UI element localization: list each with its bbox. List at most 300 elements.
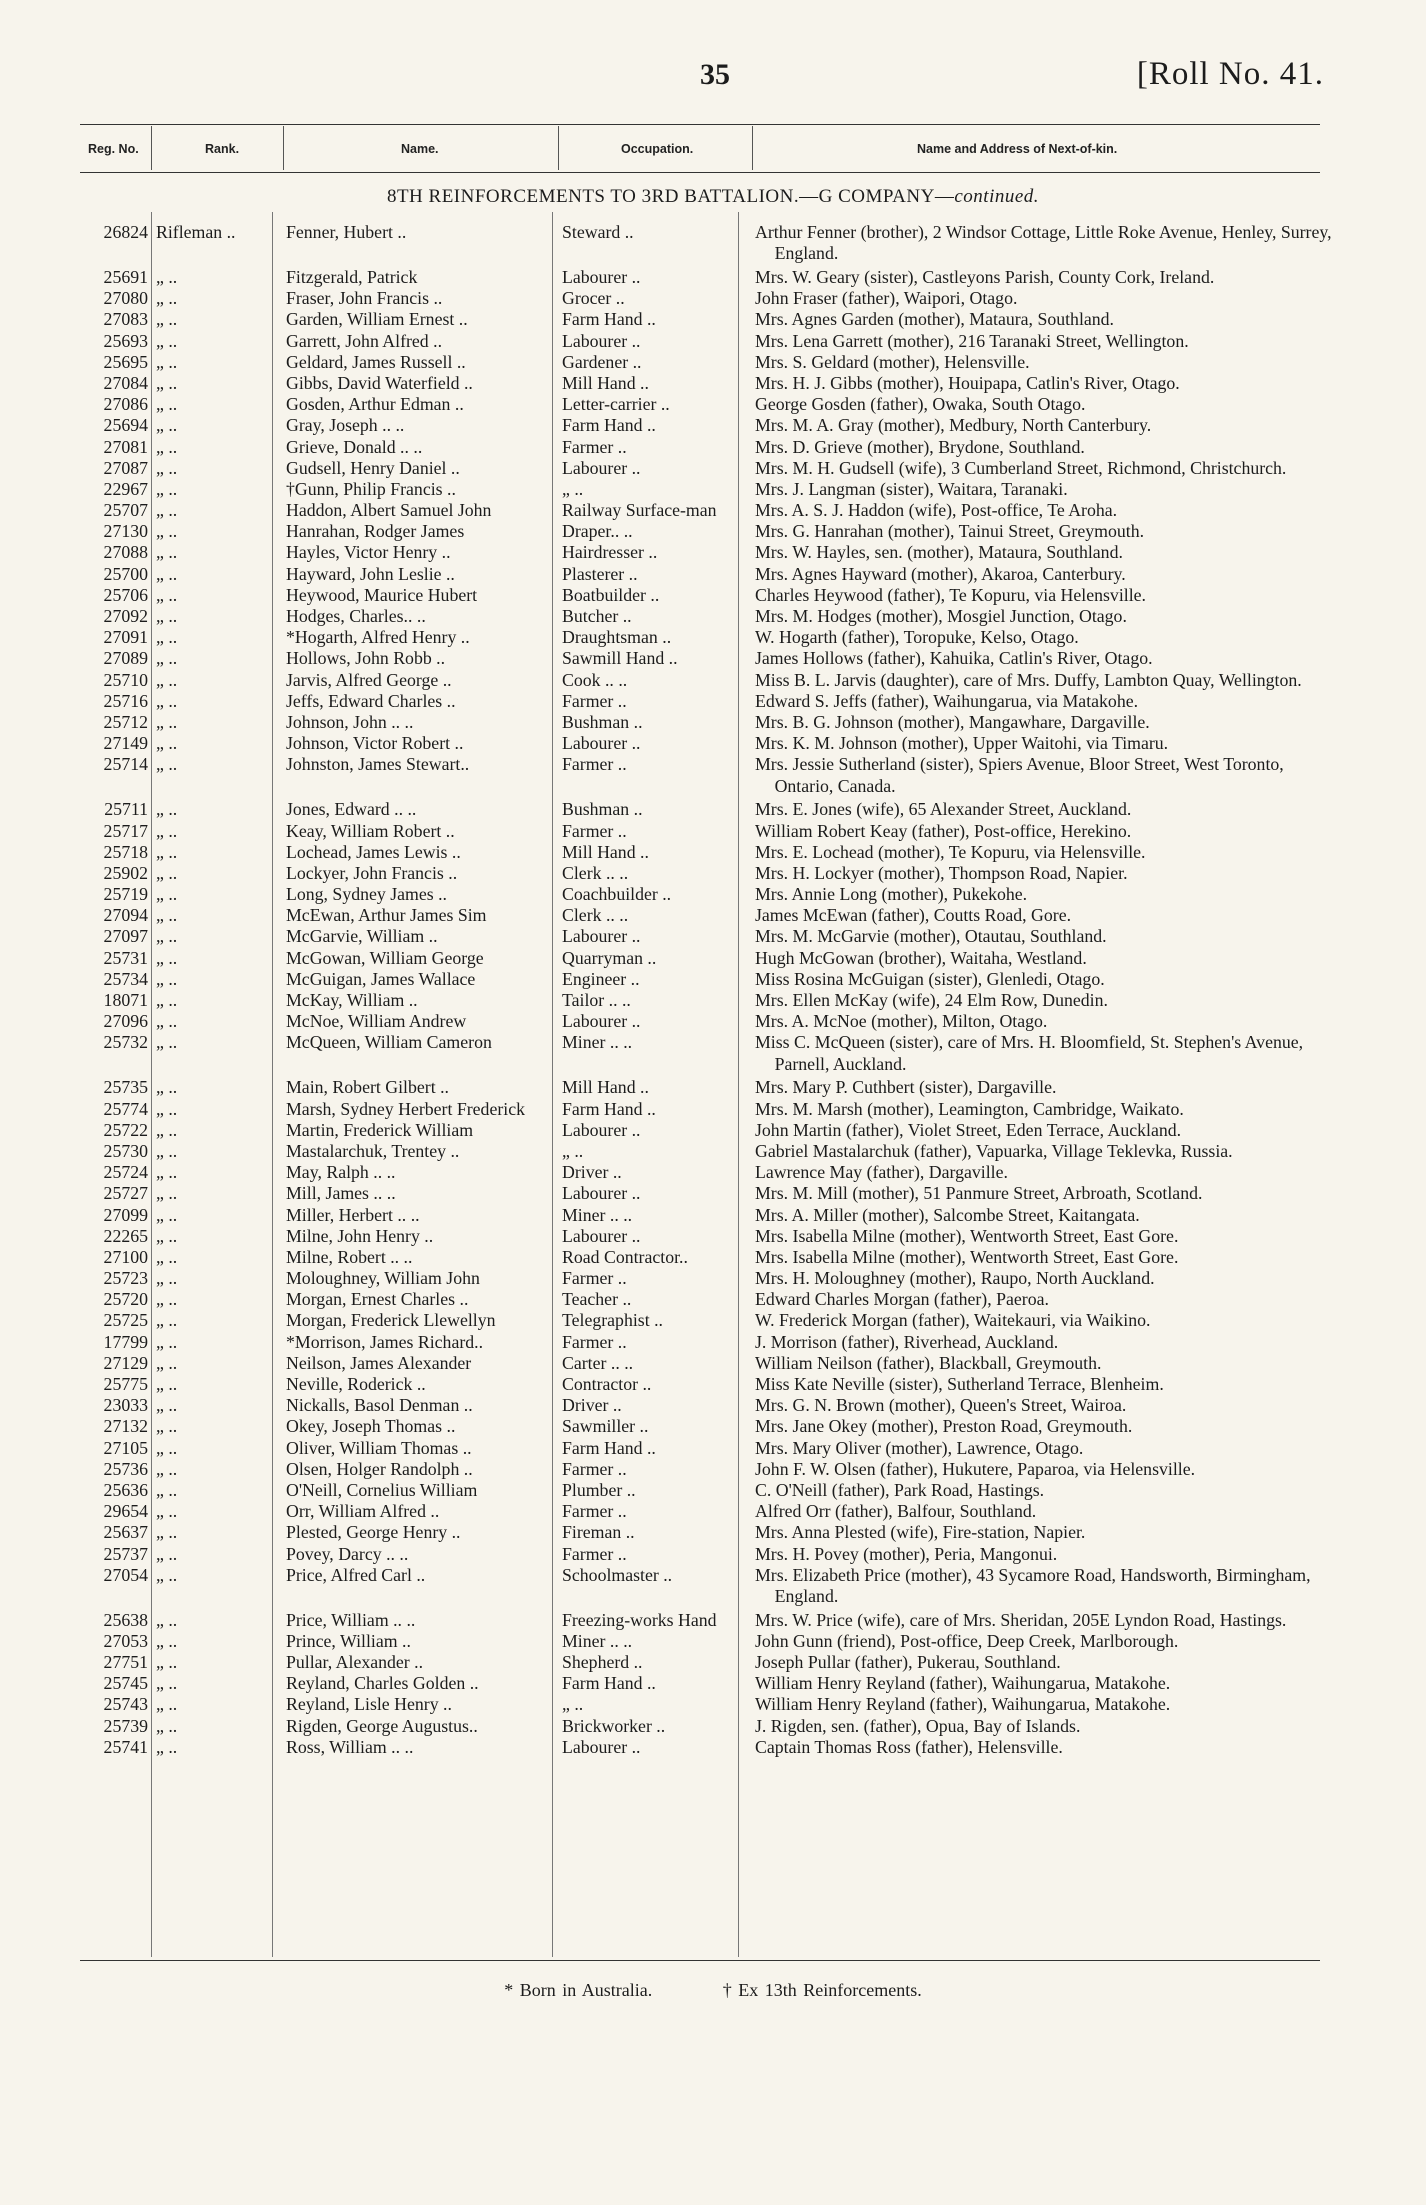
table-row: [0, 1480, 1426, 1501]
next-of-kin-cell: Mrs. Ellen McKay (wife), 24 Elm Row, Dunedin.: [755, 990, 1108, 1010]
next-of-kin-cell: Mrs. Jessie Sutherland (sister), Spiers Avenue, Bloor Street, West Toronto, Ontario, Canada.: [755, 754, 1284, 796]
occupation-cell: Farmer ..: [562, 754, 627, 775]
rank-cell: „ ..: [156, 330, 178, 351]
table-row: [0, 1289, 1426, 1310]
rank-cell: „ ..: [156, 1077, 178, 1098]
table-row: [0, 1268, 1426, 1289]
occupation-cell: Labourer ..: [562, 1183, 641, 1204]
rank-cell: „ ..: [156, 1458, 178, 1479]
header-divider: [752, 126, 753, 170]
name-cell: Ross, William .. ..: [286, 1736, 414, 1757]
occupation-cell: Labourer ..: [562, 733, 641, 754]
name-cell: Morgan, Ernest Charles ..: [286, 1289, 469, 1310]
occupation-cell: Labourer ..: [562, 267, 641, 287]
name-cell: Moloughney, William John: [286, 1268, 480, 1289]
occupation-cell: Labourer ..: [562, 1736, 641, 1757]
name-cell: Fitzgerald, Patrick: [286, 267, 418, 287]
table-row: [0, 1247, 1426, 1268]
table-row: [0, 1459, 1426, 1480]
name-cell: Garrett, John Alfred ..: [286, 330, 443, 351]
reg-no-cell: 22265: [103, 1225, 148, 1246]
next-of-kin-cell: Mrs. H. J. Gibbs (mother), Houipapa, Catlin's River, Otago.: [755, 372, 1180, 393]
occupation-cell: Carter .. ..: [562, 1352, 634, 1373]
table-row: [0, 1120, 1426, 1141]
name-cell: Gosden, Arthur Edman ..: [286, 394, 464, 415]
page-number: 35: [700, 58, 730, 91]
occupation-cell: „ ..: [562, 478, 584, 499]
reg-no-cell: 27083: [103, 309, 148, 330]
occupation-cell: Cook .. ..: [562, 669, 628, 690]
rank-cell: „ ..: [156, 947, 178, 968]
next-of-kin-cell: Miss Rosina McGuigan (sister), Glenledi, Otago.: [755, 968, 1105, 989]
reg-no-cell: 25637: [103, 1522, 148, 1543]
occupation-cell: Letter-carrier ..: [562, 394, 670, 415]
name-cell: Mastalarchuk, Trentey ..: [286, 1140, 460, 1161]
reg-no-cell: 29654: [103, 1501, 148, 1522]
table-row: [0, 1205, 1426, 1226]
occupation-cell: Sawmill Hand ..: [562, 648, 678, 669]
next-of-kin-cell: Mrs. Elizabeth Price (mother), 43 Sycamore Road, Handsworth, Birmingham, England.: [755, 1564, 1311, 1606]
table-row: [0, 1032, 1426, 1074]
table-row: [0, 670, 1426, 691]
next-of-kin-cell: Mrs. W. Price (wife), care of Mrs. Sheridan, 205E Lyndon Road, Hastings.: [755, 1609, 1287, 1630]
reg-no-cell: 25706: [103, 584, 148, 605]
table-row: [0, 1374, 1426, 1395]
reg-no-cell: 25717: [103, 820, 148, 841]
next-of-kin-cell: John Fraser (father), Waipori, Otago.: [755, 288, 1018, 309]
rank-cell: „ ..: [156, 1437, 178, 1458]
next-of-kin-cell: William Robert Keay (father), Post-office, Herekino.: [755, 820, 1132, 841]
reg-no-cell: 27086: [103, 394, 148, 415]
name-cell: Pullar, Alexander ..: [286, 1652, 424, 1673]
rank-cell: „ ..: [156, 1331, 178, 1352]
section-title: [0, 186, 1426, 208]
table-row: [0, 1310, 1426, 1331]
table-row: [0, 479, 1426, 500]
rank-cell: „ ..: [156, 690, 178, 711]
occupation-cell: Steward ..: [562, 222, 634, 242]
next-of-kin-cell: William Henry Reyland (father), Waihungarua, Matakohe.: [755, 1694, 1171, 1715]
occupation-cell: Farmer ..: [562, 690, 627, 711]
table-row: [0, 648, 1426, 669]
occupation-cell: Farmer ..: [562, 1543, 627, 1564]
next-of-kin-cell: C. O'Neill (father), Park Road, Hastings.: [755, 1479, 1045, 1500]
reg-no-cell: 27080: [103, 288, 148, 309]
reg-no-cell: 25774: [103, 1098, 148, 1119]
occupation-cell: Bushman ..: [562, 711, 643, 732]
rank-cell: „ ..: [156, 457, 178, 478]
rank-cell: „ ..: [156, 542, 178, 563]
name-cell: Martin, Frederick William: [286, 1119, 474, 1140]
reg-no-cell: 23033: [103, 1395, 148, 1416]
rank-cell: „ ..: [156, 351, 178, 372]
name-cell: Hayward, John Leslie ..: [286, 563, 455, 584]
occupation-cell: Farmer ..: [562, 1458, 627, 1479]
next-of-kin-cell: Mrs. D. Grieve (mother), Brydone, Southland.: [755, 436, 1085, 457]
next-of-kin-cell: John Gunn (friend), Post-office, Deep Creek, Marlborough.: [755, 1630, 1179, 1651]
name-cell: Gudsell, Henry Daniel ..: [286, 457, 460, 478]
table-row: [0, 1332, 1426, 1353]
reg-no-cell: 27751: [103, 1652, 148, 1673]
next-of-kin-cell: Charles Heywood (father), Te Kopuru, via Helensville.: [755, 584, 1146, 605]
rank-cell: „ ..: [156, 799, 178, 820]
occupation-cell: Farmer ..: [562, 1331, 627, 1352]
table-row: [0, 1183, 1426, 1204]
table-row: [0, 799, 1426, 820]
next-of-kin-cell: Mrs. Agnes Hayward (mother), Akaroa, Canterbury.: [755, 563, 1126, 584]
rank-cell: „ ..: [156, 1543, 178, 1564]
table-row: [0, 884, 1426, 905]
rank-cell: „ ..: [156, 1673, 178, 1694]
reg-no-cell: 25716: [103, 690, 148, 711]
reg-no-cell: 27092: [103, 606, 148, 626]
reg-no-cell: 18071: [103, 990, 148, 1010]
table-row: [0, 309, 1426, 330]
reg-no-cell: 25739: [103, 1715, 148, 1736]
name-cell: Keay, William Robert ..: [286, 820, 455, 841]
reg-no-cell: 25700: [103, 563, 148, 584]
next-of-kin-cell: Hugh McGowan (brother), Waitaha, Westland.: [755, 947, 1087, 968]
reg-no-cell: 25734: [103, 968, 148, 989]
table-row: [0, 842, 1426, 863]
table-row: [0, 1652, 1426, 1673]
name-cell: Johnson, Victor Robert ..: [286, 733, 464, 754]
reg-no-cell: 25636: [103, 1479, 148, 1500]
occupation-cell: Farm Hand ..: [562, 1437, 656, 1458]
name-cell: Geldard, James Russell ..: [286, 351, 466, 372]
reg-no-cell: 25737: [103, 1543, 148, 1564]
table-row: [0, 1565, 1426, 1607]
table-row: [0, 1501, 1426, 1522]
next-of-kin-cell: Arthur Fenner (brother), 2 Windsor Cottage, Little Roke Avenue, Henley, Surrey, England.: [755, 222, 1332, 264]
rank-cell: „ ..: [156, 1609, 178, 1630]
occupation-cell: Boatbuilder ..: [562, 584, 660, 605]
rank-cell: „ ..: [156, 563, 178, 584]
reg-no-cell: 27130: [103, 521, 148, 542]
reg-no-cell: 25710: [103, 669, 148, 690]
rank-cell: „ ..: [156, 884, 178, 905]
next-of-kin-cell: W. Frederick Morgan (father), Waitekauri, via Waikino.: [755, 1310, 1151, 1331]
next-of-kin-cell: Edward Charles Morgan (father), Paeroa.: [755, 1289, 1049, 1310]
next-of-kin-cell: Joseph Pullar (father), Pukerau, Southland.: [755, 1652, 1061, 1673]
rank-cell: „ ..: [156, 627, 178, 648]
next-of-kin-cell: Miss Kate Neville (sister), Sutherland Terrace, Blenheim.: [755, 1374, 1164, 1394]
occupation-cell: Miner .. ..: [562, 1630, 633, 1651]
name-cell: McEwan, Arthur James Sim: [286, 905, 487, 926]
rank-cell: „ ..: [156, 1522, 178, 1543]
name-cell: Grieve, Donald .. ..: [286, 436, 423, 457]
rank-cell: „ ..: [156, 926, 178, 947]
rank-cell: „ ..: [156, 669, 178, 690]
table-row: [0, 1631, 1426, 1652]
table-row: [0, 712, 1426, 733]
rank-cell: „ ..: [156, 1630, 178, 1651]
next-of-kin-cell: Mrs. W. Hayles, sen. (mother), Mataura, Southland.: [755, 542, 1123, 563]
occupation-cell: Clerk .. ..: [562, 905, 629, 926]
next-of-kin-cell: Mrs. M. A. Gray (mother), Medbury, North Canterbury.: [755, 415, 1152, 436]
rank-cell: „ ..: [156, 500, 178, 521]
table-row: [0, 373, 1426, 394]
name-cell: Main, Robert Gilbert ..: [286, 1077, 449, 1098]
table-row: [0, 415, 1426, 436]
table-row: [0, 990, 1426, 1011]
occupation-cell: Labourer ..: [562, 1225, 641, 1246]
reg-no-cell: 25732: [103, 1032, 148, 1053]
name-cell: Orr, William Alfred ..: [286, 1501, 440, 1522]
rank-cell: „ ..: [156, 436, 178, 457]
rank-cell: „ ..: [156, 1564, 178, 1585]
occupation-cell: Plumber ..: [562, 1479, 636, 1500]
rank-cell: „ ..: [156, 521, 178, 542]
occupation-cell: Labourer ..: [562, 330, 641, 351]
next-of-kin-cell: John Martin (father), Violet Street, Eden Terrace, Auckland.: [755, 1119, 1182, 1140]
table-row: [0, 331, 1426, 352]
table-row: [0, 1438, 1426, 1459]
next-of-kin-cell: Captain Thomas Ross (father), Helensville.: [755, 1736, 1063, 1757]
name-cell: McGarvie, William ..: [286, 926, 438, 947]
reg-no-cell: 25691: [103, 267, 148, 287]
name-cell: Hodges, Charles.. ..: [286, 606, 426, 626]
next-of-kin-cell: Mrs. Agnes Garden (mother), Mataura, Southland.: [755, 309, 1115, 330]
occupation-cell: Farmer ..: [562, 1268, 627, 1289]
table-row: [0, 1694, 1426, 1715]
rank-cell: „ ..: [156, 1374, 178, 1394]
occupation-cell: Farmer ..: [562, 820, 627, 841]
occupation-cell: Labourer ..: [562, 457, 641, 478]
next-of-kin-cell: Mrs. M. Marsh (mother), Leamington, Cambridge, Waikato.: [755, 1098, 1184, 1119]
rank-cell: „ ..: [156, 1479, 178, 1500]
next-of-kin-cell: Mrs. H. Povey (mother), Peria, Mangonui.: [755, 1543, 1058, 1564]
reg-no-cell: 25736: [103, 1458, 148, 1479]
table-row: [0, 926, 1426, 947]
table-row: [0, 1395, 1426, 1416]
occupation-cell: Clerk .. ..: [562, 862, 629, 883]
name-cell: Lochead, James Lewis ..: [286, 841, 461, 862]
table-row: [0, 863, 1426, 884]
rank-cell: „ ..: [156, 415, 178, 436]
rank-cell: „ ..: [156, 288, 178, 309]
table-row: [0, 1226, 1426, 1247]
rank-cell: „ ..: [156, 1736, 178, 1757]
next-of-kin-cell: Mrs. H. Moloughney (mother), Raupo, North Auckland.: [755, 1268, 1155, 1289]
reg-no-cell: 25745: [103, 1673, 148, 1694]
table-row: [0, 1099, 1426, 1120]
rank-cell: „ ..: [156, 905, 178, 926]
occupation-cell: Miner .. ..: [562, 1032, 633, 1053]
next-of-kin-cell: Mrs. M. H. Gudsell (wife), 3 Cumberland Street, Richmond, Christchurch.: [755, 457, 1287, 478]
occupation-cell: Schoolmaster ..: [562, 1564, 673, 1585]
next-of-kin-cell: Mrs. M. McGarvie (mother), Otautau, Southland.: [755, 926, 1107, 947]
next-of-kin-cell: Mrs. M. Hodges (mother), Mosgiel Junction, Otago.: [755, 606, 1127, 626]
name-cell: McGowan, William George: [286, 947, 484, 968]
occupation-cell: Tailor .. ..: [562, 990, 631, 1010]
next-of-kin-cell: Alfred Orr (father), Balfour, Southland.: [755, 1501, 1037, 1522]
section-title-text: 8TH REINFORCEMENTS TO 3RD BATTALION.—G COMPANY—: [386, 186, 955, 207]
name-cell: Milne, John Henry ..: [286, 1225, 434, 1246]
reg-no-cell: 25712: [103, 711, 148, 732]
reg-no-cell: 25724: [103, 1162, 148, 1183]
reg-no-cell: 27088: [103, 542, 148, 563]
rank-cell: „ ..: [156, 1204, 178, 1225]
name-cell: Marsh, Sydney Herbert Frederick: [286, 1098, 525, 1119]
occupation-cell: Quarryman ..: [562, 947, 657, 968]
reg-no-cell: 25730: [103, 1140, 148, 1161]
reg-no-cell: 25723: [103, 1268, 148, 1289]
table-row: [0, 437, 1426, 458]
reg-no-cell: 27099: [103, 1204, 148, 1225]
next-of-kin-cell: Mrs. Annie Long (mother), Pukekohe.: [755, 884, 1028, 905]
rank-cell: „ ..: [156, 1098, 178, 1119]
rank-cell: Rifleman ..: [156, 222, 236, 242]
reg-no-cell: 25725: [103, 1310, 148, 1331]
rank-cell: „ ..: [156, 990, 178, 1010]
occupation-cell: Labourer ..: [562, 1011, 641, 1032]
name-cell: Neilson, James Alexander: [286, 1352, 472, 1373]
occupation-cell: Labourer ..: [562, 926, 641, 947]
name-cell: Heywood, Maurice Hubert: [286, 584, 478, 605]
rank-cell: „ ..: [156, 1652, 178, 1673]
rank-cell: „ ..: [156, 1352, 178, 1373]
reg-no-cell: 25727: [103, 1183, 148, 1204]
next-of-kin-cell: Mrs. A. McNoe (mother), Milton, Otago.: [755, 1011, 1048, 1032]
table-row: [0, 627, 1426, 648]
table-row: [0, 733, 1426, 754]
occupation-cell: Grocer ..: [562, 288, 625, 309]
table-row: [0, 1077, 1426, 1098]
table-row: [0, 1544, 1426, 1565]
table-row: [0, 905, 1426, 926]
next-of-kin-cell: J. Rigden, sen. (father), Opua, Bay of Islands.: [755, 1715, 1081, 1736]
table-row: [0, 394, 1426, 415]
table-row: [0, 564, 1426, 585]
occupation-cell: Driver ..: [562, 1395, 622, 1416]
rank-cell: „ ..: [156, 820, 178, 841]
reg-no-cell: 25731: [103, 947, 148, 968]
next-of-kin-cell: J. Morrison (father), Riverhead, Auckland.: [755, 1331, 1059, 1352]
occupation-cell: Farm Hand ..: [562, 309, 656, 330]
name-cell: Gray, Joseph .. ..: [286, 415, 405, 436]
next-of-kin-cell: Mrs. Isabella Milne (mother), Wentworth Street, East Gore.: [755, 1225, 1179, 1246]
occupation-cell: Farmer ..: [562, 1501, 627, 1522]
footnotes: [0, 1980, 1426, 2001]
name-cell: Hollows, John Robb ..: [286, 648, 446, 669]
table-row: [0, 1737, 1426, 1758]
reg-no-cell: 27087: [103, 457, 148, 478]
occupation-cell: „ ..: [562, 1694, 584, 1715]
next-of-kin-cell: Mrs. Jane Okey (mother), Preston Road, Greymouth.: [755, 1416, 1133, 1437]
header-name: Name.: [401, 142, 439, 156]
next-of-kin-cell: Miss B. L. Jarvis (daughter), care of Mrs. Duffy, Lambton Quay, Wellington.: [755, 669, 1302, 690]
occupation-cell: Teacher ..: [562, 1289, 632, 1310]
table-row: [0, 1011, 1426, 1032]
occupation-cell: Labourer ..: [562, 1119, 641, 1140]
rank-cell: „ ..: [156, 754, 178, 775]
reg-no-cell: 27094: [103, 905, 148, 926]
name-cell: Long, Sydney James ..: [286, 884, 448, 905]
rank-cell: „ ..: [156, 1246, 178, 1267]
occupation-cell: Farm Hand ..: [562, 415, 656, 436]
table-row: [0, 267, 1426, 288]
reg-no-cell: 17799: [103, 1331, 148, 1352]
name-cell: Miller, Herbert .. ..: [286, 1204, 420, 1225]
name-cell: Mill, James .. ..: [286, 1183, 396, 1204]
occupation-cell: Farm Hand ..: [562, 1098, 656, 1119]
reg-no-cell: 27149: [103, 733, 148, 754]
next-of-kin-cell: William Henry Reyland (father), Waihungarua, Matakohe.: [755, 1673, 1171, 1694]
occupation-cell: Butcher ..: [562, 606, 632, 626]
occupation-cell: Railway Surface-man: [562, 500, 717, 521]
reg-no-cell: 25707: [103, 500, 148, 521]
rank-cell: „ ..: [156, 1395, 178, 1416]
table-row: [0, 585, 1426, 606]
reg-no-cell: 25743: [103, 1694, 148, 1715]
table-row: [0, 606, 1426, 627]
next-of-kin-cell: James Hollows (father), Kahuika, Catlin's River, Otago.: [755, 648, 1153, 669]
roll-number: [Roll No. 41.: [1136, 56, 1324, 92]
reg-no-cell: 27089: [103, 648, 148, 669]
reg-no-cell: 25694: [103, 415, 148, 436]
name-cell: Haddon, Albert Samuel John: [286, 500, 492, 521]
name-cell: Price, Alfred Carl ..: [286, 1564, 426, 1585]
occupation-cell: Coachbuilder ..: [562, 884, 672, 905]
rank-cell: „ ..: [156, 1501, 178, 1522]
next-of-kin-cell: Mrs. A. S. J. Haddon (wife), Post-office, Te Aroha.: [755, 500, 1118, 521]
next-of-kin-cell: Mrs. E. Jones (wife), 65 Alexander Street, Auckland.: [755, 799, 1132, 820]
name-cell: Hayles, Victor Henry ..: [286, 542, 451, 563]
name-cell: Milne, Robert .. ..: [286, 1246, 413, 1267]
name-cell: Jeffs, Edward Charles ..: [286, 690, 456, 711]
rank-cell: „ ..: [156, 1694, 178, 1715]
name-cell: Fenner, Hubert ..: [286, 222, 407, 242]
occupation-cell: Mill Hand ..: [562, 372, 649, 393]
table-row: [0, 1353, 1426, 1374]
section-continued: continued.: [954, 186, 1040, 207]
rank-cell: „ ..: [156, 394, 178, 415]
occupation-cell: Hairdresser ..: [562, 542, 658, 563]
rank-cell: „ ..: [156, 1715, 178, 1736]
footnote-born-australia: * Born in Australia.: [504, 1980, 653, 2000]
rank-cell: „ ..: [156, 1416, 178, 1437]
rank-cell: „ ..: [156, 841, 178, 862]
table-row: [0, 222, 1426, 264]
header-reg-no: Reg. No.: [88, 142, 139, 156]
reg-no-cell: 25638: [103, 1609, 148, 1630]
table-row: [0, 948, 1426, 969]
name-cell: McGuigan, James Wallace: [286, 968, 476, 989]
rank-cell: „ ..: [156, 372, 178, 393]
nominal-roll-table: [0, 222, 1426, 1758]
occupation-cell: Miner .. ..: [562, 1204, 633, 1225]
name-cell: May, Ralph .. ..: [286, 1162, 396, 1183]
header-top-rule: [80, 124, 1320, 125]
rank-cell: „ ..: [156, 584, 178, 605]
next-of-kin-cell: Edward S. Jeffs (father), Waihungarua, via Matakohe.: [755, 690, 1139, 711]
table-row: [0, 1716, 1426, 1737]
reg-no-cell: 25741: [103, 1736, 148, 1757]
table-row: [0, 754, 1426, 796]
rank-cell: „ ..: [156, 267, 178, 287]
rank-cell: „ ..: [156, 648, 178, 669]
next-of-kin-cell: Gabriel Mastalarchuk (father), Vapuarka, Village Teklevka, Russia.: [755, 1140, 1233, 1161]
name-cell: Olsen, Holger Randolph ..: [286, 1458, 473, 1479]
next-of-kin-cell: Mrs. J. Langman (sister), Waitara, Taranaki.: [755, 478, 1068, 499]
header-occupation: Occupation.: [621, 142, 694, 156]
table-row: [0, 1673, 1426, 1694]
table-row: [0, 542, 1426, 563]
name-cell: Morgan, Frederick Llewellyn: [286, 1310, 496, 1331]
name-cell: Povey, Darcy .. ..: [286, 1543, 409, 1564]
next-of-kin-cell: Lawrence May (father), Dargaville.: [755, 1162, 1008, 1183]
